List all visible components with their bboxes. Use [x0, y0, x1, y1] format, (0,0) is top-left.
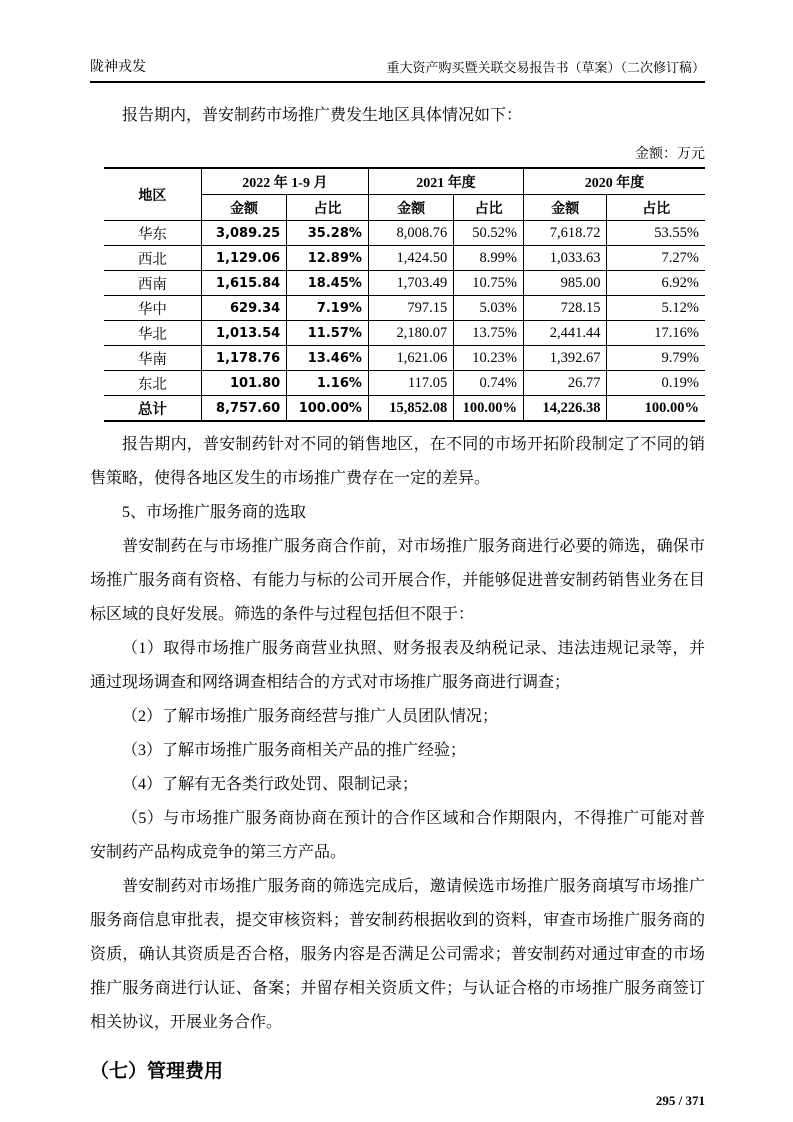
ratio-2020-cell: 5.12%	[607, 296, 705, 321]
column-header-amount-2021: 金额	[368, 195, 453, 221]
column-header-ratio-2022: 占比	[287, 195, 369, 221]
region-cell: 华南	[104, 346, 201, 371]
amount-2022-cell: 1,013.54	[201, 321, 286, 346]
amount-2022-cell: 629.34	[201, 296, 286, 321]
table-row	[104, 296, 705, 321]
ratio-2020-cell: 7.27%	[607, 246, 705, 271]
section-heading: （七）管理费用	[90, 1060, 224, 1082]
table-header-row-periods	[104, 168, 705, 195]
list-item-3: （3）了解市场推广服务商相关产品的推广经验；	[122, 742, 467, 759]
amount-2022-cell: 1,129.06	[201, 246, 286, 271]
amount-2022-cell: 8,757.60	[201, 396, 286, 422]
region-cell: 西南	[104, 271, 201, 296]
amount-2022-cell: 101.80	[201, 371, 286, 396]
table-row	[104, 221, 705, 246]
column-header-period-2021: 2021 年度	[368, 168, 523, 195]
ratio-2021-cell: 5.03%	[454, 296, 524, 321]
region-cell: 华北	[104, 321, 201, 346]
ratio-2022-cell: 11.57%	[287, 321, 369, 346]
body-text	[90, 428, 705, 1040]
paragraph: 普安制药在与市场推广服务商合作前，对市场推广服务商进行必要的筛选，确保市场推广服务商有资格、有能力与标的公司开展合作，并能够促进普安制药销售业务在目标区域的良好发展。筛选的条件与过程包括但不限于：	[90, 538, 705, 623]
ratio-2020-cell: 53.55%	[607, 221, 705, 246]
ratio-2020-cell: 6.92%	[607, 271, 705, 296]
amount-2021-cell: 1,424.50	[368, 246, 453, 271]
column-header-region: 地区	[104, 168, 201, 221]
list-item-2: （2）了解市场推广服务商经营与推广人员团队情况；	[122, 708, 499, 725]
column-header-ratio-2020: 占比	[607, 195, 705, 221]
list-item-4: （4）了解有无各类行政处罚、限制记录；	[122, 776, 419, 793]
table-row	[104, 371, 705, 396]
ratio-2021-cell: 10.75%	[454, 271, 524, 296]
ratio-2022-cell: 1.16%	[287, 371, 369, 396]
amount-2020-cell: 2,441.44	[523, 321, 607, 346]
amount-2021-cell: 117.05	[368, 371, 453, 396]
ratio-2020-cell: 17.16%	[607, 321, 705, 346]
amount-2021-cell: 1,703.49	[368, 271, 453, 296]
ratio-2021-cell: 100.00%	[454, 396, 524, 422]
ratio-2021-cell: 13.75%	[454, 321, 524, 346]
ratio-2022-cell: 13.46%	[287, 346, 369, 371]
region-cell: 东北	[104, 371, 201, 396]
ratio-2022-cell: 12.89%	[287, 246, 369, 271]
amount-2020-cell: 1,392.67	[523, 346, 607, 371]
company-short-name: 陇神戎发	[90, 60, 146, 75]
amount-2021-cell: 8,008.76	[368, 221, 453, 246]
column-header-period-2022: 2022 年 1-9 月	[201, 168, 368, 195]
ratio-2021-cell: 50.52%	[454, 221, 524, 246]
amount-2022-cell: 1,615.84	[201, 271, 286, 296]
report-title: 重大资产购买暨关联交易报告书（草案）（二次修订稿）	[386, 60, 705, 75]
amount-2021-cell: 2,180.07	[368, 321, 453, 346]
region-cell: 西北	[104, 246, 201, 271]
ratio-2022-cell: 35.28%	[287, 221, 369, 246]
table-row-total	[104, 396, 705, 422]
amount-2020-cell: 1,033.63	[523, 246, 607, 271]
amount-2020-cell: 7,618.72	[523, 221, 607, 246]
ratio-2021-cell: 8.99%	[454, 246, 524, 271]
intro-paragraph: 报告期内，普安制药市场推广费发生地区具体情况如下：	[122, 107, 523, 124]
subsection-heading-5: 5、市场推广服务商的选取	[122, 504, 307, 521]
ratio-2020-cell: 100.00%	[607, 396, 705, 422]
ratio-2022-cell: 18.45%	[287, 271, 369, 296]
column-header-amount-2022: 金额	[201, 195, 286, 221]
ratio-2021-cell: 10.23%	[454, 346, 524, 371]
column-header-amount-2020: 金额	[523, 195, 607, 221]
region-cell-total: 总计	[137, 401, 167, 418]
amount-2022-cell: 3,089.25	[201, 221, 286, 246]
table-row	[104, 346, 705, 371]
amount-2020-cell: 728.15	[523, 296, 607, 321]
amount-2020-cell: 26.77	[523, 371, 607, 396]
amount-2020-cell: 985.00	[523, 271, 607, 296]
column-header-ratio-2021: 占比	[454, 195, 524, 221]
table-row	[104, 271, 705, 296]
unit-note: 金额：万元	[635, 147, 705, 162]
paragraph: 报告期内，普安制药针对不同的销售地区，在不同的市场开拓阶段制定了不同的销售策略，使得各地区发生的市场推广费存在一定的差异。	[90, 436, 705, 487]
paragraph: 普安制药对市场推广服务商的筛选完成后，邀请候选市场推广服务商填写市场推广服务商信息审批表，提交审核资料；普安制药根据收到的资料，审查市场推广服务商的资质，确认其资质是否合格，服务内容是否满足公司需求；普安制药对通过审查的市场推广服务商进行认证、备案；并留存相关资质文件；与认证合格的市场推广服务商签订相关协议，开展业务合作。	[90, 878, 705, 1031]
ratio-2021-cell: 0.74%	[454, 371, 524, 396]
list-item-1: （1）取得市场推广服务商营业执照、财务报表及纳税记录、违法违规记录等，并通过现场调查和网络调查相结合的方式对市场推广服务商进行调查；	[90, 640, 705, 691]
table-row	[104, 246, 705, 271]
list-item-5: （5）与市场推广服务商协商在预计的合作区域和合作期限内，不得推广可能对普安制药产品构成竞争的第三方产品。	[90, 810, 705, 861]
amount-2021-cell: 1,621.06	[368, 346, 453, 371]
column-header-period-2020: 2020 年度	[523, 168, 705, 195]
amount-2022-cell: 1,178.76	[201, 346, 286, 371]
amount-2020-cell: 14,226.38	[523, 396, 607, 422]
amount-2021-cell: 797.15	[368, 296, 453, 321]
ratio-2020-cell: 0.19%	[607, 371, 705, 396]
region-promotion-expense-table	[104, 167, 705, 422]
running-header	[90, 56, 705, 83]
region-cell: 华中	[104, 296, 201, 321]
ratio-2022-cell: 7.19%	[287, 296, 369, 321]
amount-2021-cell: 15,852.08	[368, 396, 453, 422]
ratio-2022-cell: 100.00%	[287, 396, 369, 422]
ratio-2020-cell: 9.79%	[607, 346, 705, 371]
table-row	[104, 321, 705, 346]
page-number: 295 / 371	[655, 1093, 705, 1108]
region-cell: 华东	[104, 221, 201, 246]
